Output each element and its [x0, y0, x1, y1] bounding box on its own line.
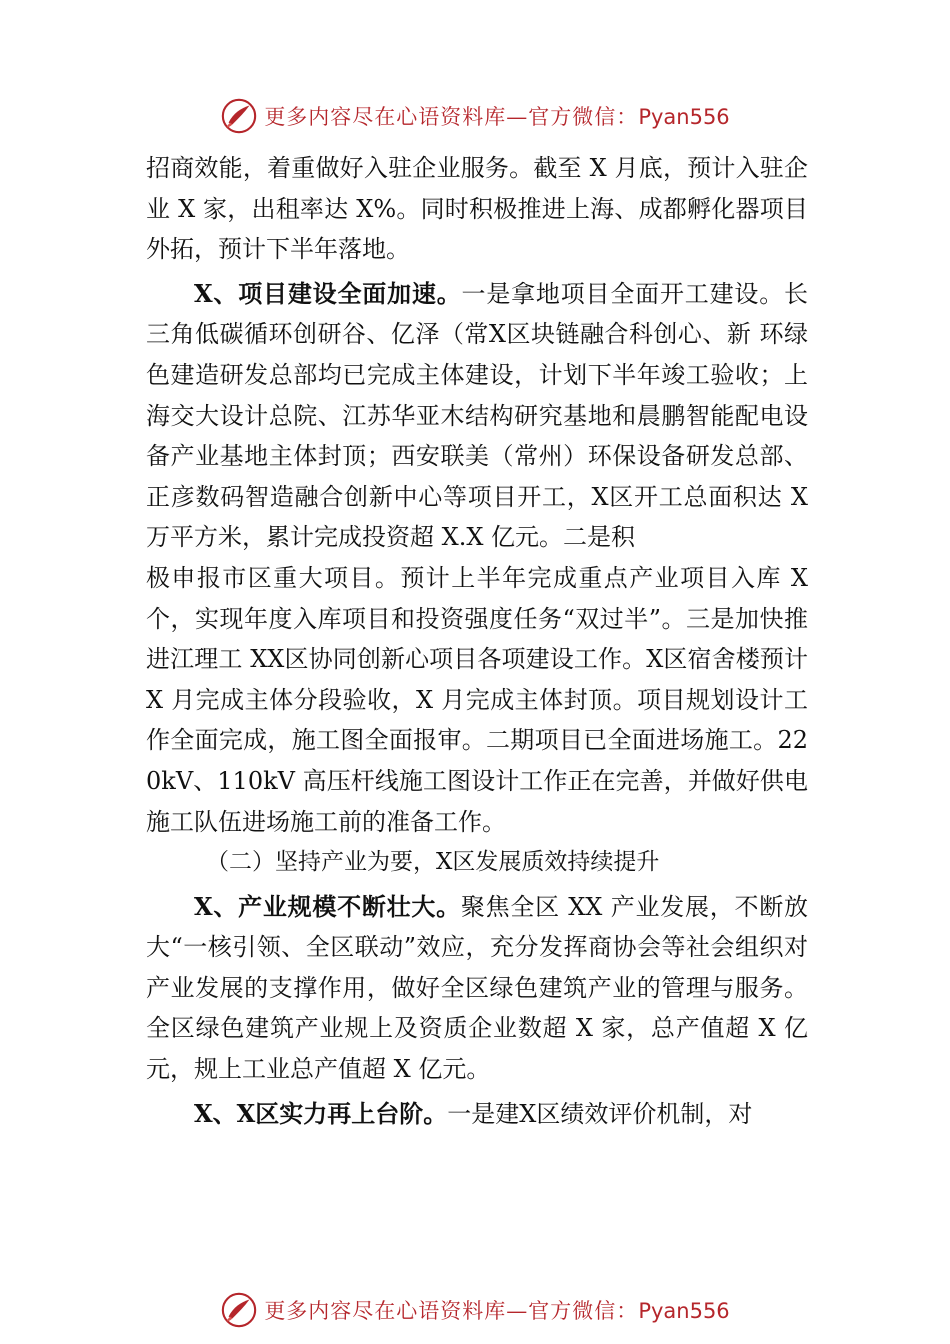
footer-title: 更多内容尽在心语资料库—官方微信：Pyan556 — [264, 1299, 730, 1323]
brush-logo-icon — [220, 1291, 258, 1329]
paragraph-3: 极申报市区重大项目。预计上半年完成重点产业项目入库 X 个，实现年度入库项目和投资强度任务“双过半”。三是加快推进江理工 XX区协同创新心项目各项建设工作。X区宿舍楼预计 X 月完成主体分段验收，X 月完成主体封顶。项目规划设计工作全面完成，施工图全面报审。二期项目已全面进场施工。220kV、110kV 高压杆线施工图设计工作正在完善，并做好供电施工队伍进场施工前的准备工作。 — [146, 563, 808, 836]
wechat-id: Pyan556 — [638, 1299, 730, 1323]
paragraph-4 — [146, 887, 808, 1090]
document-body — [146, 148, 808, 1134]
paragraph-2 — [146, 274, 808, 558]
wechat-id: Pyan556 — [638, 105, 730, 129]
paragraph-2-text: 一是拿地项目全面开工建设。长三角低碳循环创研谷、亿泽（常X区块链融合科创心、新 环绿色建造研发总部均已完成主体建设，计划下半年竣工验收；上海交大设计总院、江苏华亚木结构研究基地和晨鹏智能配电设备产业基地主体封顶；西安联美（常州）环保设备研发总部、正彦数码智造融合创新中心等项目开工，X区开工总面积达 X 万平方米，累计完成投资超 X.X 亿元。二是积 — [146, 279, 809, 552]
header-title: 更多内容尽在心语资料库—官方微信：Pyan556 — [264, 105, 730, 129]
paragraph-4-text: 聚焦全区 XX 产业发展，不断放大“一核引领、全区联动”效应，充分发挥商协会等社会组织对产业发展的支撑作用，做好全区绿色建筑产业的管理与服务。全区绿色建筑产业规上及资质企业数超 X 家，总产值超 X 亿元，规上工业总产值超 X 亿元。 — [146, 892, 808, 1084]
paragraph-5-lead: X、X区实力再上台阶。 — [194, 1098, 448, 1128]
header-banner — [0, 96, 950, 136]
paragraph-5 — [146, 1094, 808, 1135]
section-heading: （二）坚持产业为要，X区发展质效持续提升 — [206, 849, 660, 876]
paragraph-4-lead: X、产业规模不断壮大。 — [194, 891, 461, 921]
paragraph-1: 招商效能，着重做好入驻企业服务。截至 X 月底，预计入驻企业 X 家，出租率达 X%。同时积极推进上海、成都孵化器项目外拓，预计下半年落地。 — [146, 154, 808, 264]
paragraph-2-lead: X、项目建设全面加速。 — [194, 278, 462, 308]
brush-logo-icon — [220, 97, 258, 135]
footer-banner — [0, 1290, 950, 1330]
paragraph-5-text: 一是建X区绩效评价机制，对 — [447, 1099, 753, 1128]
